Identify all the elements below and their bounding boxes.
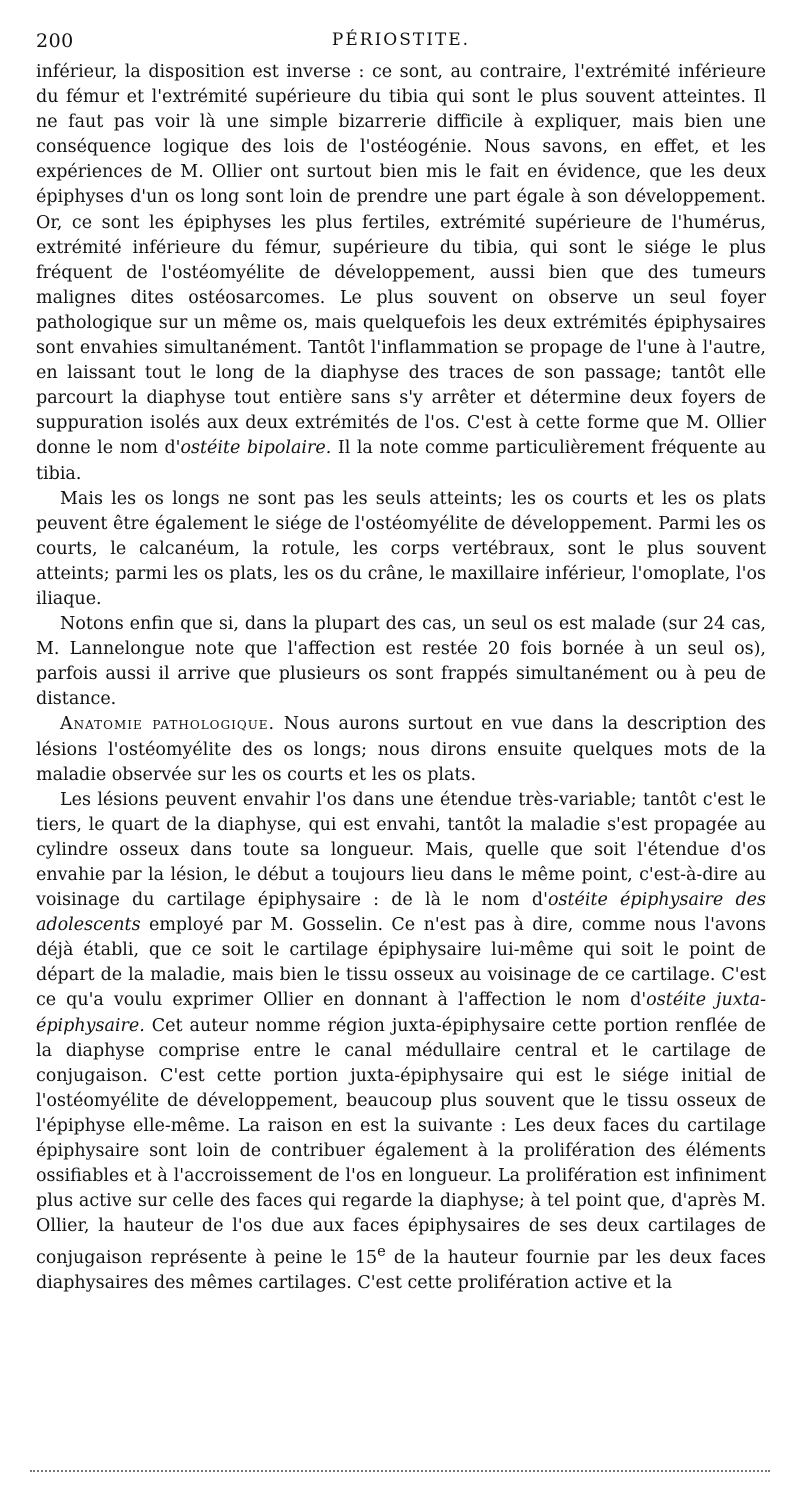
paragraph-5-text-b: employé par M. Gosselin. Ce n'est pas à dire, comme nous l'avons déjà établi, que ce soit le cartilage épiphysaire lui-même qui soit le point de départ de la maladie, mais bien le tissu osseux au voisinage de ce cartilage. C'est ce qu'a voulu exprimer Ollier en donnant à l'affection le nom d' [36, 915, 766, 1011]
paragraph-3: Notons enfin que si, dans la plupart des cas, un seul os est malade (sur 24 cas, M. Lannelongue note que l'affection est restée 20 fois bornée à un seul os), parfois aussi il arrive que plusieurs os sont frappés simultanément ou à peu de distance. [36, 614, 766, 710]
paragraph-5-italic-term-1: ostéite épiphysaire des adolescents [36, 890, 766, 936]
paragraph-5 [36, 788, 766, 1297]
running-title: PÉRIOSTITE. [331, 30, 471, 50]
ordinal-superscript: e [377, 1243, 386, 1261]
paragraph-4-text: Nous aurons surtout en vue dans la description des lésions l'ostéomyélite des os longs; nous dirons ensuite quelques mots de la maladie observée sur les os courts et les os plats. [36, 714, 766, 785]
page-number: 200 [36, 30, 74, 52]
paragraph-5-text-d: de la hauteur fournie par les deux faces diaphysaires des mêmes cartilages. C'est cette prolifération active et la [36, 1248, 766, 1294]
paragraph-1-text: inférieur, la disposition est inverse : ce sont, au contraire, l'extrémité inférieure du fémur et l'extrémité supérieure du tibia qui sont le plus souvent atteintes. Il ne faut pas voir là une simple bizarrerie difficile à expliquer, mais bien une conséquence logique des lois de l'ostéogénie. Nous savons, en effet, et les expériences de M. Ollier ont surtout bien mis le fait en évidence, que les deux épiphyses d'un os long sont loin de prendre une part égale à son développement. Or, ce sont les épiphyses les plus fertiles, extrémité supérieure de l'humérus, extrémité inférieure du fémur, supérieure du tibia, qui sont le siége le plus fréquent de l'ostéomyélite de développement, aussi bien que des tumeurs malignes dites ostéosarcomes. Le plus souvent on observe un seul foyer pathologique sur un même os, mais quelquefois les deux extrémités épiphysaires sont envahies simultanément. Tantôt l'inflammation se propage de l'une à l'autre, en laissant tout le long de la diaphyse des traces de son passage; tantôt elle parcourt la diaphyse tout entière sans s'y arrêter et détermine deux foyers de suppuration isolés aux deux extrémités de l'os. C'est à cette forme que M. Ollier donne le nom d' [36, 62, 766, 459]
paragraph-5-text-a: Les lésions peuvent envahir l'os dans une étendue très-variable; tantôt c'est le tiers, le quart de la diaphyse, qui est envahi, tantôt la maladie s'est propagée au cylindre osseux dans toute sa longueur. Mais, quelle que soit l'étendue d'os envahie par la lésion, le début a toujours lieu dans le même point, c'est-à-dire au voisinage du cartilage épiphysaire : de là le nom d' [36, 789, 766, 911]
paragraph-5-text-c: Cet auteur nomme région juxta-épiphysaire cette portion renflée de la diaphyse comprise entre le canal médullaire central et le cartilage de conjugaison. C'est cette portion juxta-épiphysaire qui est le siége initial de l'ostéomyélite de développement, beaucoup plus souvent que le tissu osseux de l'épiphyse elle-même. La raison en est la suivante : Les deux faces du cartilage épiphysaire sont loin de contribuer également à la prolifération des éléments ossifiables et à l'accroissement de l'os en longueur. La prolifération est infiniment plus active sur celle des faces qui regarde la diaphyse; à tel point que, d'après M. Ollier, la hauteur de l'os due aux faces épiphysaires de ses deux cartilages de conjugaison représente à peine le 15 [36, 1015, 766, 1269]
paragraph-2: Mais les os longs ne sont pas les seuls atteints; les os courts et les os plats peuvent être également le siége de l'ostéomyélite de développement. Parmi les os courts, le calcanéum, la rotule, les corps vertébraux, sont le plus souvent atteints; parmi les os plats, les os du crâne, le maxillaire inférieur, l'omoplate, l'os iliaque. [36, 488, 766, 609]
body-text [36, 60, 766, 1296]
paragraph-4 [36, 712, 766, 787]
page-header [36, 30, 766, 56]
paragraph-1 [36, 60, 766, 487]
section-heading: Anatomie pathologique. [60, 714, 276, 735]
footer-dotted-rule [30, 1470, 770, 1472]
paragraph-1-italic-term: ostéite bipolaire. [180, 438, 332, 459]
paragraph-1-text-end: Il la note comme particulièrement fréquente au tibia. [36, 438, 766, 484]
paragraph-5-italic-term-2: ostéite juxta-épiphysaire. [36, 990, 766, 1036]
